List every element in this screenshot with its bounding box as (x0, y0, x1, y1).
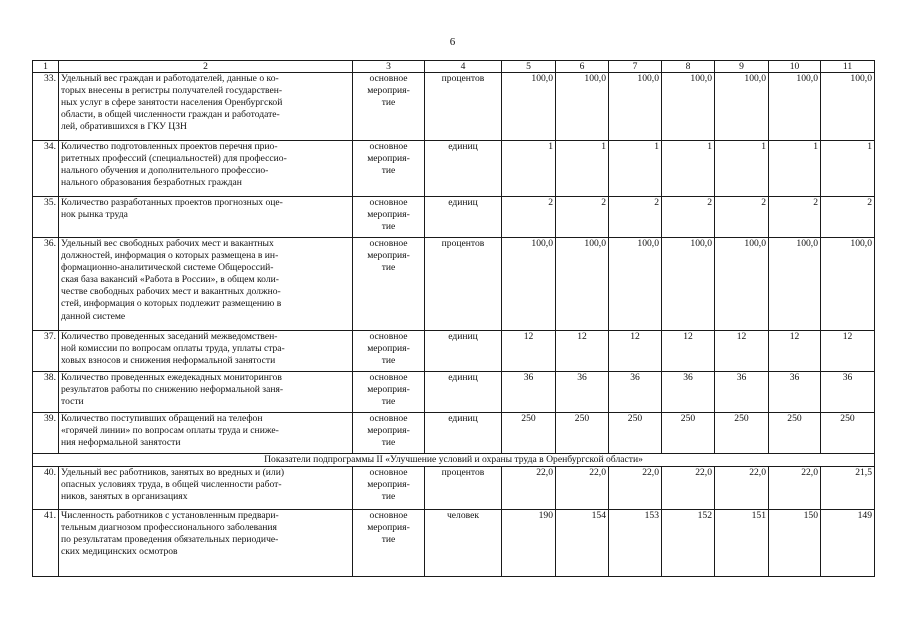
indicator-name (59, 238, 353, 331)
indicator-name-line: данной системе (61, 310, 126, 322)
indicator-type-line: мероприя- (367, 522, 410, 534)
unit-cell: процентов (425, 73, 502, 141)
value-cell: 22,0 (715, 467, 769, 510)
header-cell: 5 (502, 61, 556, 73)
indicator-name-line: тости (61, 396, 84, 408)
value-cell: 36 (715, 372, 769, 413)
indicator-type-line: тие (381, 97, 396, 108)
indicator-name-line: ских медицинских осмотров (61, 546, 178, 558)
indicator-name (59, 331, 353, 372)
unit-cell: единиц (425, 331, 502, 372)
value-cell: 1 (715, 141, 769, 197)
value-cell: 36 (502, 372, 556, 413)
indicator-type-line: мероприя- (367, 85, 410, 96)
indicator-name (59, 73, 353, 141)
value-cell: 250 (715, 413, 769, 454)
indicator-name-line: ховых взносов и снижения неформальной занятости (61, 355, 276, 367)
indicator-name-line: торых внесены в регистры получателей государствен- (61, 85, 283, 97)
value-cell: 12 (769, 331, 821, 372)
unit-cell: процентов (425, 238, 502, 331)
indicator-name-line: ной комиссии по вопросам оплаты труда, уплаты стра- (61, 343, 285, 355)
value-cell: 100,0 (769, 238, 821, 331)
indicator-name-line: нального образования безработных граждан (61, 177, 242, 189)
value-cell: 1 (502, 141, 556, 197)
value-cell: 12 (502, 331, 556, 372)
value-cell: 2 (556, 197, 609, 238)
indicator-name-line: Количество разработанных проектов прогнозных оце- (61, 197, 283, 208)
header-cell: 1 (33, 61, 59, 73)
value-cell: 22,0 (662, 467, 715, 510)
page-number: 6 (449, 36, 456, 48)
value-cell: 2 (821, 197, 875, 238)
value-cell: 2 (609, 197, 662, 238)
section-title: Показатели подпрограммы II «Улучшение условий и охраны труда в Оренбургской области» (33, 454, 875, 467)
indicator-name (59, 197, 353, 238)
indicator-type-line: основное (369, 331, 408, 342)
indicator-name (59, 510, 353, 577)
value-cell: 100,0 (662, 73, 715, 141)
value-cell: 100,0 (769, 73, 821, 141)
value-cell: 1 (769, 141, 821, 197)
value-cell: 36 (821, 372, 875, 413)
table-body (33, 61, 875, 577)
indicator-type-line: тие (381, 165, 396, 176)
indicator-type-line: основное (369, 413, 408, 424)
value-cell: 12 (662, 331, 715, 372)
row-number: 38. (33, 372, 59, 413)
indicator-name-line: Количество проведенных ежедекадных мониторингов (61, 372, 282, 383)
indicator-type-line: мероприя- (367, 343, 410, 354)
table-row (33, 238, 875, 331)
table-row (33, 73, 875, 141)
value-cell: 149 (821, 510, 875, 577)
value-cell: 22,0 (502, 467, 556, 510)
indicator-name-line: «горячей линии» по вопросам оплаты труда и сниже- (61, 425, 279, 437)
indicator-type-line: тие (381, 221, 396, 232)
value-cell: 100,0 (556, 238, 609, 331)
indicator-name-line: Удельный вес граждан и работодателей, данные о ко- (61, 73, 279, 84)
indicator-name-line: нок рынка труда (61, 209, 128, 221)
indicator-name-line: лей, обратившихся в ГКУ ЦЗН (61, 121, 187, 133)
table-row (33, 331, 875, 372)
value-cell: 22,0 (609, 467, 662, 510)
indicator-type-line: тие (381, 491, 396, 503)
value-cell: 1 (821, 141, 875, 197)
value-cell: 1 (556, 141, 609, 197)
value-cell: 12 (715, 331, 769, 372)
indicator-type-line: мероприя- (367, 479, 410, 491)
indicator-name-line: ская база вакансий «Работа в России», в общем коли- (61, 274, 279, 286)
value-cell: 36 (662, 372, 715, 413)
value-cell: 153 (609, 510, 662, 577)
indicator-type-line: основное (369, 197, 408, 208)
unit-cell: единиц (425, 141, 502, 197)
header-cell: 2 (59, 61, 353, 73)
indicator-type-line: основное (369, 73, 408, 84)
value-cell: 22,0 (769, 467, 821, 510)
value-cell: 2 (662, 197, 715, 238)
indicator-name-line: результатов работы по снижению неформальной заня- (61, 384, 284, 396)
header-cell: 4 (425, 61, 502, 73)
header-cell: 8 (662, 61, 715, 73)
value-cell: 100,0 (609, 73, 662, 141)
row-number: 36. (33, 238, 59, 331)
indicator-name-line: Удельный вес свободных рабочих мест и вакантных (61, 238, 274, 249)
value-cell: 2 (715, 197, 769, 238)
indicator-type (353, 413, 425, 454)
value-cell: 36 (556, 372, 609, 413)
value-cell: 100,0 (609, 238, 662, 331)
indicator-type-line: мероприя- (367, 153, 410, 164)
table-row (33, 197, 875, 238)
value-cell: 12 (609, 331, 662, 372)
indicator-type-line: мероприя- (367, 209, 410, 220)
value-cell: 250 (556, 413, 609, 454)
value-cell: 250 (662, 413, 715, 454)
value-cell: 250 (609, 413, 662, 454)
indicator-name-line: ритетных профессий (специальностей) для профессио- (61, 153, 287, 165)
row-number: 33. (33, 73, 59, 141)
table-row (33, 413, 875, 454)
indicator-type-line: тие (381, 355, 396, 366)
row-number: 40. (33, 467, 59, 510)
value-cell: 100,0 (821, 73, 875, 141)
value-cell: 250 (821, 413, 875, 454)
indicator-type-line: основное (369, 238, 408, 249)
indicator-name-line: опасных условиях труда, в общей численности работ- (61, 479, 282, 491)
table-row (33, 372, 875, 413)
indicator-type (353, 73, 425, 141)
indicator-name-line: формационно-аналитической системе Общероссий- (61, 262, 274, 274)
indicator-name-line: стей, информация о которых подлежит размещению в (61, 298, 282, 310)
indicator-name (59, 141, 353, 197)
header-cell: 3 (353, 61, 425, 73)
value-cell: 100,0 (502, 238, 556, 331)
indicator-type-line: тие (381, 262, 396, 273)
value-cell: 100,0 (502, 73, 556, 141)
indicator-name-line: тельным диагнозом профессионального заболевания (61, 522, 277, 534)
indicator-name-line: должностей, информация о которых размещена в ин- (61, 250, 279, 262)
value-cell: 100,0 (715, 238, 769, 331)
indicator-name (59, 467, 353, 510)
indicator-type-line: тие (381, 534, 396, 546)
indicator-name-line: Удельный вес работников, занятых во вредных и (или) (61, 467, 285, 479)
indicator-name-line: по результатам проведения обязательных периодиче- (61, 534, 279, 546)
indicator-type-line: мероприя- (367, 384, 410, 395)
value-cell: 250 (769, 413, 821, 454)
row-number: 34. (33, 141, 59, 197)
value-cell: 154 (556, 510, 609, 577)
indicator-name (59, 413, 353, 454)
indicator-name-line: нального обучения и дополнительного профессио- (61, 165, 269, 177)
value-cell: 100,0 (821, 238, 875, 331)
header-cell: 7 (609, 61, 662, 73)
value-cell: 2 (769, 197, 821, 238)
header-cell: 11 (821, 61, 875, 73)
indicator-type-line: основное (369, 510, 408, 522)
indicator-name-line: Количество поступивших обращений на телефон (61, 413, 263, 424)
value-cell: 12 (556, 331, 609, 372)
unit-cell: человек (425, 510, 502, 577)
value-cell: 22,0 (556, 467, 609, 510)
indicator-type-line: мероприя- (367, 250, 410, 261)
value-cell: 1 (609, 141, 662, 197)
table-row (33, 141, 875, 197)
indicator-type-line: основное (369, 372, 408, 383)
indicator-type-line: тие (381, 396, 396, 407)
unit-cell: единиц (425, 372, 502, 413)
indicator-type-line: основное (369, 141, 408, 152)
row-number: 37. (33, 331, 59, 372)
unit-cell: процентов (425, 467, 502, 510)
indicator-name-line: ников, занятых в организациях (61, 491, 188, 503)
indicator-type (353, 331, 425, 372)
row-number: 39. (33, 413, 59, 454)
indicator-type (353, 197, 425, 238)
unit-cell: единиц (425, 197, 502, 238)
indicator-type-line: основное (369, 467, 408, 479)
header-cell: 9 (715, 61, 769, 73)
value-cell: 100,0 (715, 73, 769, 141)
value-cell: 2 (502, 197, 556, 238)
indicator-type (353, 510, 425, 577)
indicator-name (59, 372, 353, 413)
row-number: 41. (33, 510, 59, 577)
value-cell: 36 (609, 372, 662, 413)
value-cell: 152 (662, 510, 715, 577)
indicator-name-line: области, в общей численности граждан и работодате- (61, 109, 280, 121)
value-cell: 100,0 (662, 238, 715, 331)
section-row (33, 454, 875, 467)
indicator-type-line: тие (381, 437, 396, 448)
indicator-name-line: Количество проведенных заседаний межведомствен- (61, 331, 278, 342)
indicator-name-line: Численность работников с установленным предвари- (61, 510, 279, 522)
value-cell: 21,5 (821, 467, 875, 510)
value-cell: 12 (821, 331, 875, 372)
value-cell: 36 (769, 372, 821, 413)
table-row (33, 467, 875, 510)
indicator-name-line: ния неформальной занятости (61, 437, 181, 449)
value-cell: 190 (502, 510, 556, 577)
value-cell: 100,0 (556, 73, 609, 141)
indicator-name-line: ных услуг в сфере занятости населения Оренбургской (61, 97, 283, 109)
indicator-type (353, 238, 425, 331)
value-cell: 1 (662, 141, 715, 197)
value-cell: 250 (502, 413, 556, 454)
header-row (33, 61, 875, 73)
value-cell: 151 (715, 510, 769, 577)
indicator-type (353, 141, 425, 197)
header-cell: 6 (556, 61, 609, 73)
row-number: 35. (33, 197, 59, 238)
indicators-table (32, 60, 875, 577)
indicator-type (353, 372, 425, 413)
indicator-name-line: Количество подготовленных проектов перечня прио- (61, 141, 278, 152)
indicator-type-line: мероприя- (367, 425, 410, 436)
value-cell: 150 (769, 510, 821, 577)
table-row (33, 510, 875, 577)
indicator-name-line: честве свободных рабочих мест и вакантных должно- (61, 286, 281, 298)
indicator-type (353, 467, 425, 510)
header-cell: 10 (769, 61, 821, 73)
unit-cell: единиц (425, 413, 502, 454)
